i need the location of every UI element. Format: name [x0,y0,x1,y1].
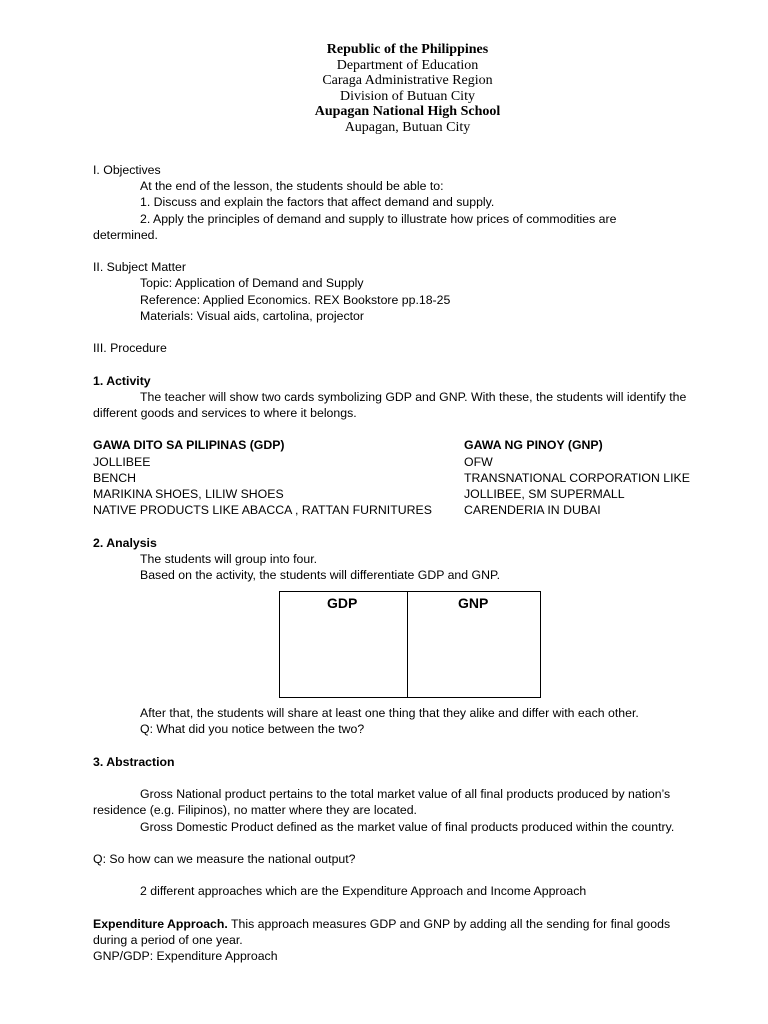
header-address: Aupagan, Butuan City [344,119,471,135]
objectives-intro: At the end of the lesson, the students should be able to: [140,179,444,194]
gnp-cell [408,592,540,697]
analysis-line-2: Based on the activity, the students will differentiate GDP and GNP. [140,567,501,582]
subject-matter-heading: II. Subject Matter [93,260,186,275]
expenditure-approach-para [93,916,723,932]
objective-item-2-cont: determined. [93,227,158,242]
expenditure-approach-term: Expenditure Approach. [93,916,228,931]
gdp-cell [280,592,408,697]
gdp-definition: Gross Domestic Product defined as the market value of final products produced within the country. [140,819,675,834]
gnp-list [464,437,690,518]
expenditure-approach-cont: during a period of one year. [93,932,243,947]
gnp-definition-cont: residence (e.g. Filipinos), no matter where they are located. [93,803,417,818]
gdp-gnp-table [279,591,541,698]
subject-materials: Materials: Visual aids, cartolina, projector [140,308,364,323]
abstraction-heading: 3. Abstraction [93,754,175,769]
list-item: BENCH [93,470,137,485]
lesson-plan-body [93,162,723,964]
gnp-header: GNP [458,595,489,612]
subject-reference: Reference: Applied Economics. REX Bookstore pp.18-25 [140,292,451,307]
activity-line-2: different goods and services to where it belongs. [93,406,357,420]
subject-topic: Topic: Application of Demand and Supply [140,276,364,291]
list-item: TRANSNATIONAL CORPORATION LIKE [464,470,690,485]
header-republic: Republic of the Philippines [326,42,489,57]
gdp-header: GDP [327,595,358,612]
header-division: Division of Butuan City [340,88,475,104]
activity-heading: 1. Activity [93,373,151,388]
objective-item-1: 1. Discuss and explain the factors that affect demand and supply. [140,195,495,210]
activity-line-1: The teacher will show two cards symbolizing GDP and GNP. With these, the students will identify the [140,389,687,404]
list-item: OFW [464,454,493,469]
procedure-heading: III. Procedure [93,341,167,356]
list-item: MARIKINA SHOES, LILIW SHOES [93,487,284,501]
header-region: Caraga Administrative Region [322,73,493,88]
list-item: JOLLIBEE [93,454,151,469]
list-item: NATIVE PRODUCTS LIKE ABACCA , RATTAN FURNITURES [93,503,432,518]
objective-item-2: 2. Apply the principles of demand and supply to illustrate how prices of commodities are [140,211,617,226]
list-item: JOLLIBEE, SM SUPERMALL [464,487,625,501]
analysis-heading: 2. Analysis [93,535,157,550]
abstraction-question: Q: So how can we measure the national output? [93,851,356,866]
expenditure-approach-desc: This approach measures GDP and GNP by adding all the sending for final goods [227,916,671,931]
expenditure-approach-label: GNP/GDP: Expenditure Approach [93,949,278,964]
gdp-list [93,437,432,518]
list-item: CARENDERIA IN DUBAI [464,503,601,518]
header-department: Department of Education [336,57,479,73]
objectives-heading: I. Objectives [93,163,161,177]
document-header [0,42,768,135]
header-school: Aupagan National High School [314,104,501,119]
analysis-question: Q: What did you notice between the two? [140,722,365,737]
approaches-line: 2 different approaches which are the Expenditure Approach and Income Approach [140,884,587,899]
gdp-list-title: GAWA DITO SA PILIPINAS (GDP) [93,438,285,453]
gnp-list-title: GAWA NG PINOY (GNP) [464,438,603,453]
analysis-line-1: The students will group into four. [140,551,318,566]
gdp-gnp-lists [93,437,723,518]
gnp-definition: Gross National product pertains to the total market value of all final products produced by nation’s [140,787,671,802]
analysis-after: After that, the students will share at least one thing that they alike and differ with each other. [140,706,639,721]
